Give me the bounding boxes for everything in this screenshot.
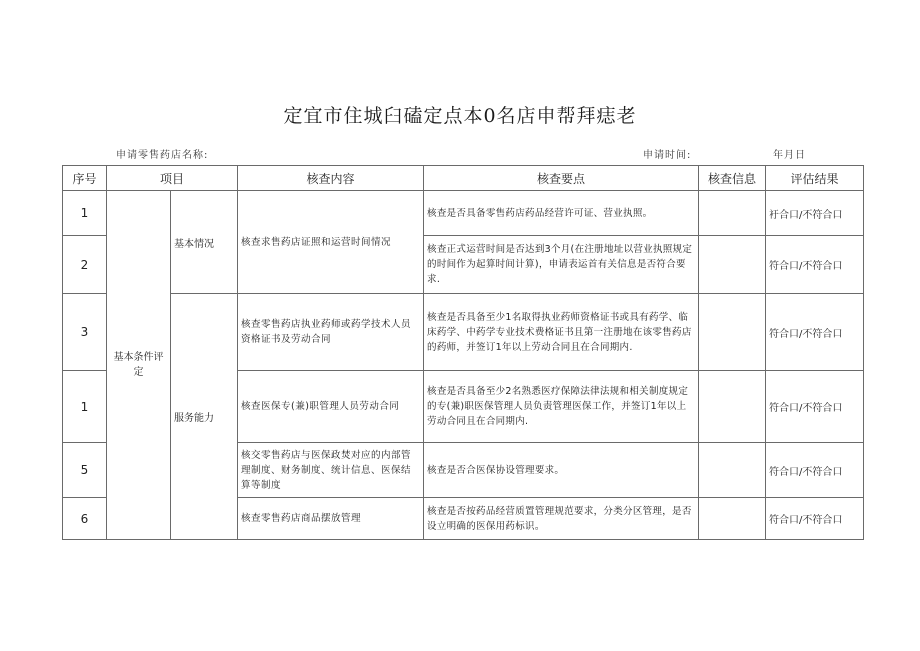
row-seq: 1 (63, 371, 107, 443)
date-label: 年月日 (773, 150, 806, 161)
row-point: 核查是否具备零售药店药品经营许可证、营业执照。 (424, 191, 699, 236)
row-info[interactable] (699, 236, 766, 294)
row-result: 符合口/不符合口 (766, 294, 864, 371)
apply-time-label: 申请时间: (643, 150, 692, 161)
row-result: 符合口/不符合口 (766, 371, 864, 443)
row-info[interactable] (699, 294, 766, 371)
row-content: 核查医保专(兼)职管理人员劳动合同 (238, 371, 424, 443)
row-seq: 5 (63, 443, 107, 498)
row-content: 核查零售药店商品摆放管理 (238, 498, 424, 540)
row-info[interactable] (699, 443, 766, 498)
row-seq: 1 (63, 191, 107, 236)
header-seq: 序号 (63, 166, 107, 191)
subcategory-basic: 基本情况 (171, 191, 238, 294)
pharmacy-name-label: 申请零售药店名称: (116, 150, 209, 161)
row-content: 核交零售药店与医保政焚对应的内部管理制度、财务制度、统计信息、医保结算等制度 (238, 443, 424, 498)
row-seq: 6 (63, 498, 107, 540)
header-points: 核查要点 (424, 166, 699, 191)
table-row (63, 294, 864, 371)
row-result: 衧合口/不符合口 (766, 191, 864, 236)
review-table (62, 165, 864, 540)
row-info[interactable] (699, 498, 766, 540)
row-point: 核查是否具备至少1名取得执业药师资格证书或具有药学、临床药学、中药学专业技术费格证书且第一注册地在该零售药店的药师，并签订1年以上劳动合同且在合同期内. (424, 294, 699, 371)
row-point: 核查是否合医保协设管理要求。 (424, 443, 699, 498)
row-seq: 2 (63, 236, 107, 294)
row-result: 符合口/不符合口 (766, 443, 864, 498)
row-point: 核查是否按药品经营质置管理规范要求，分类分区管理，是否设立明确的医保用药标识。 (424, 498, 699, 540)
header-result: 评估结果 (766, 166, 864, 191)
category-cell: 基本条件评定 (107, 191, 171, 540)
row-result: 符合口/不符合口 (766, 236, 864, 294)
row-result: 符合口/不符合口 (766, 498, 864, 540)
row-point: 核查正式运营时间是否达到3个月(在注册地址以营业执照规定的时间作为起算时间计算)，申请表运首有关信息是否符合要求. (424, 236, 699, 294)
subcategory-service: 服务能力 (171, 294, 238, 540)
header-row (63, 166, 864, 191)
page-title: 定宜市住城臼磕定点本0名店申帮拜痣老 (283, 105, 637, 127)
header-content: 核查内容 (238, 166, 424, 191)
row-info[interactable] (699, 371, 766, 443)
header-info: 核查信息 (699, 166, 766, 191)
row-seq: 3 (63, 294, 107, 371)
row-content: 核查求售药店证照和运营时间情况 (238, 191, 424, 294)
row-info[interactable] (699, 191, 766, 236)
row-content: 核查零售药店执业药师或药学技术人员资格证书及劳动合同 (238, 294, 424, 371)
table-row (63, 191, 864, 236)
row-point: 核查是否具备至少2名熟悉医疗保障法律法规和相关制度规定的专(兼)职医保管理人员负责管理医保工作，并签订1年以上劳动合同且在合同期内. (424, 371, 699, 443)
header-item: 项目 (107, 166, 238, 191)
